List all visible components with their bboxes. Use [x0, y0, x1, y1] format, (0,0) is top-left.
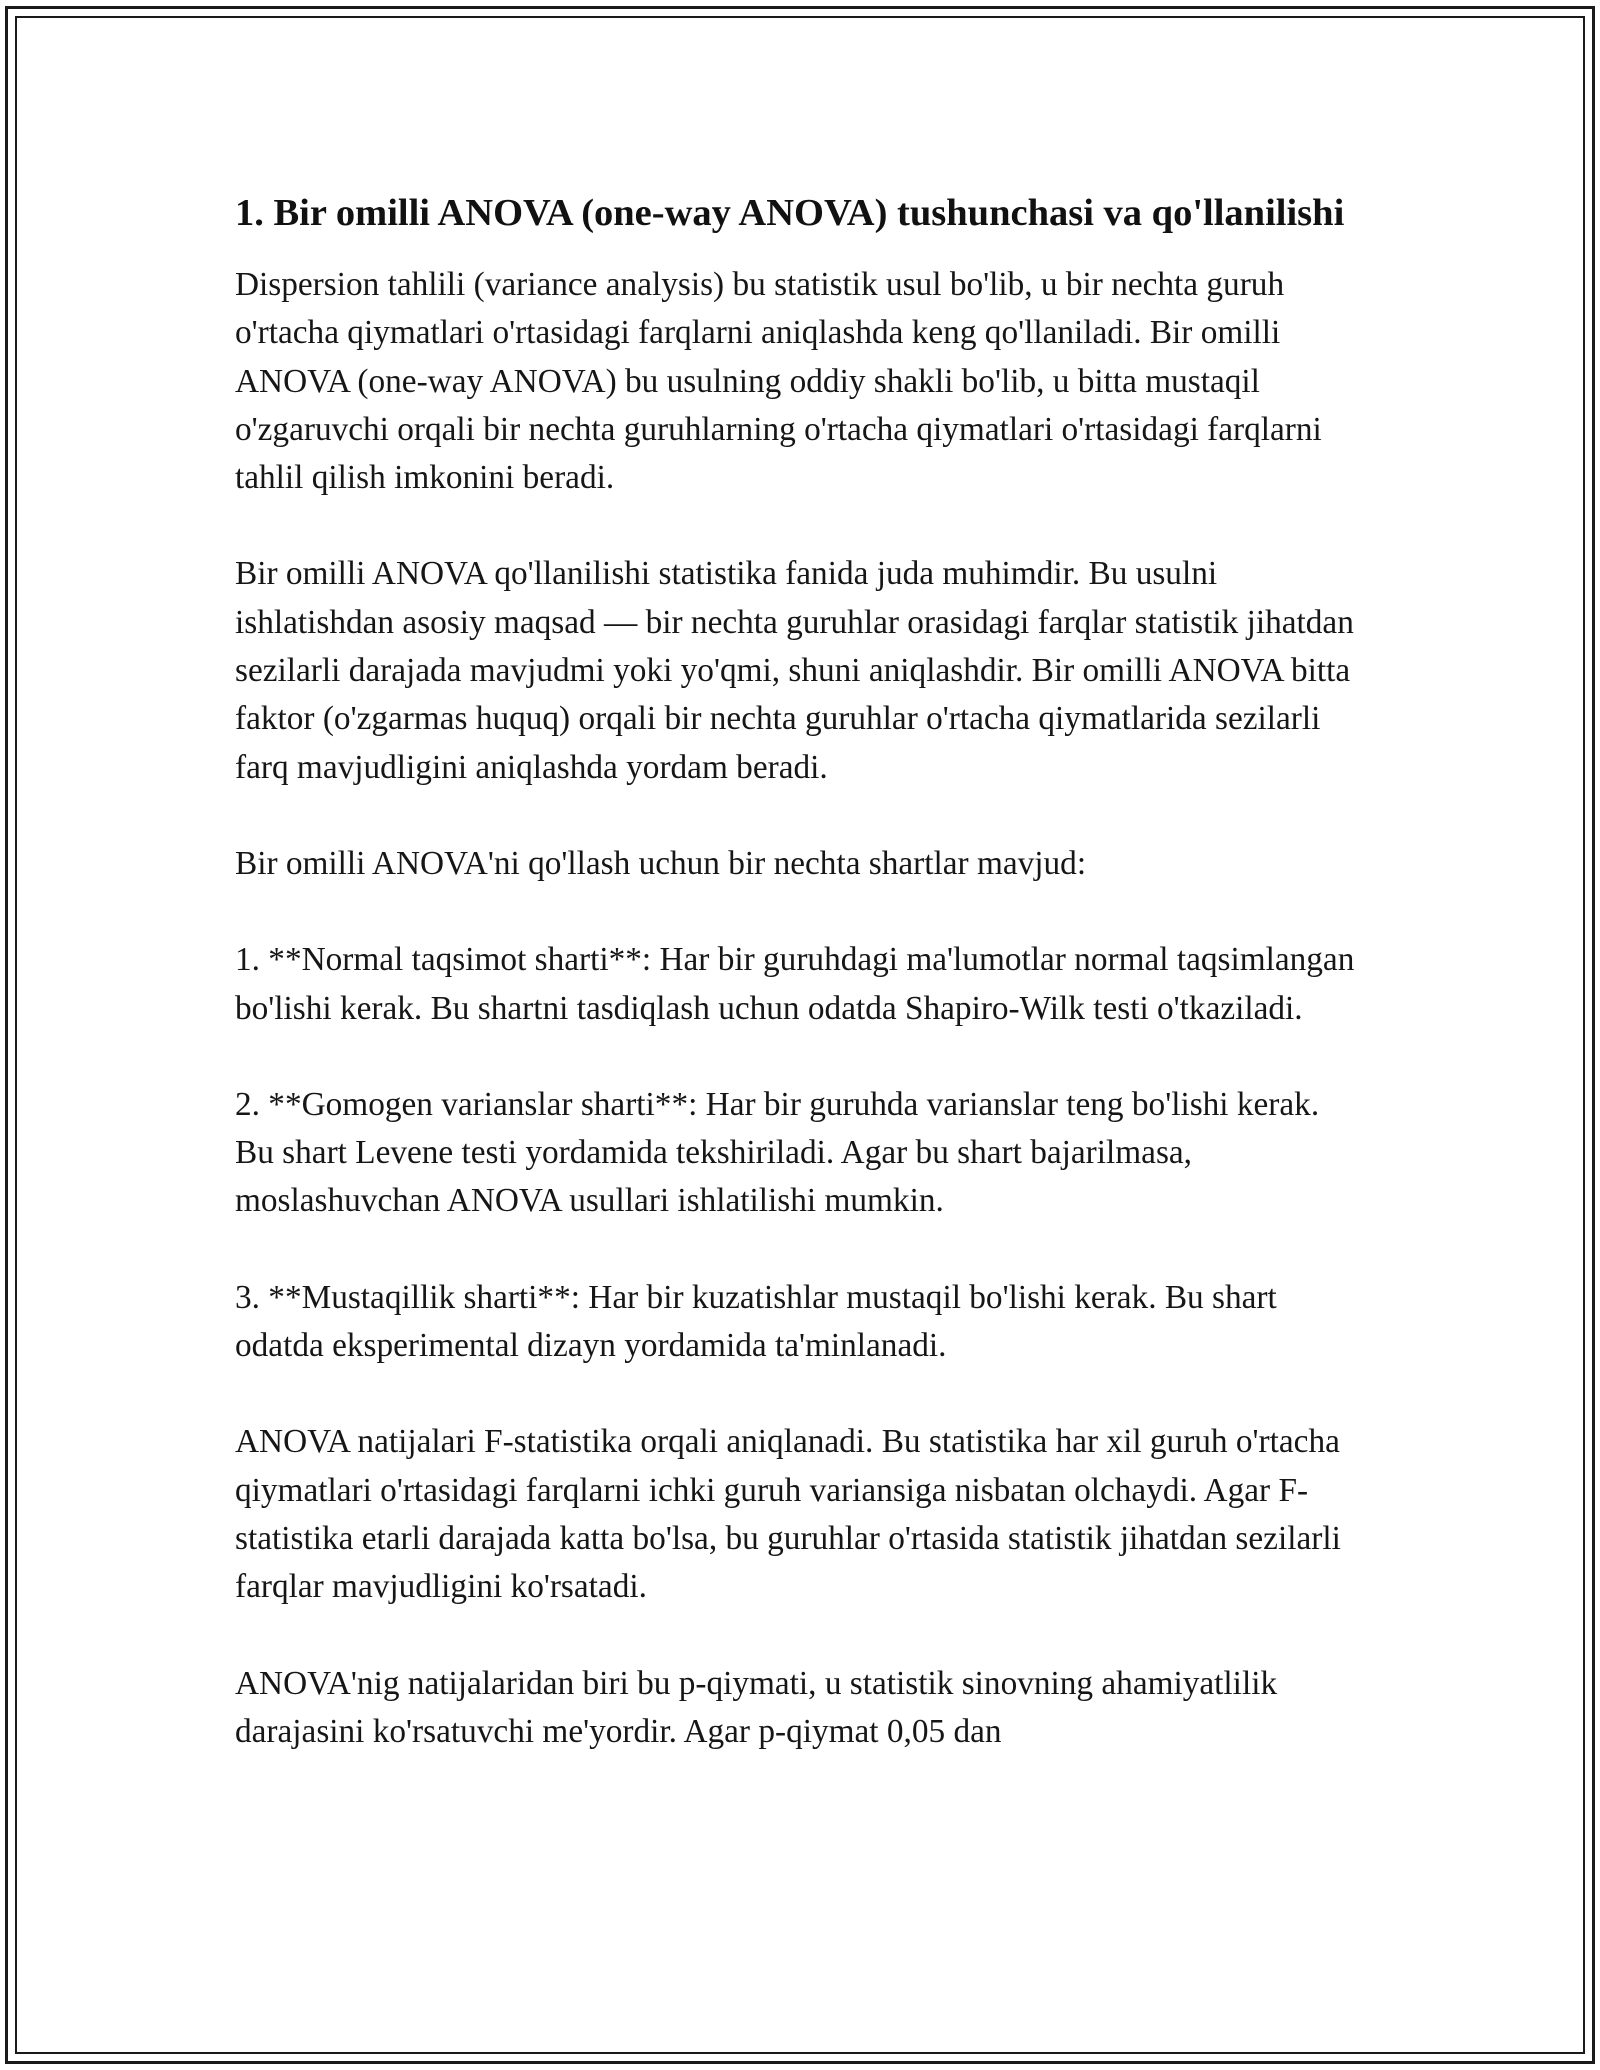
paragraph-intro: Dispersion tahlili (variance analysis) bu statistik usul bo'lib, u bir nechta guruh o'rtacha qiymatlari o'rtasidagi farqlarni aniqlashda keng qo'llaniladi. Bir omilli ANOVA (one-way ANOVA) bu usulning oddiy shakli bo'lib, u bitta mustaqil o'zgaruvchi orqali bir nechta guruhlarning o'rtacha qiymatlari o'rtasidagi farqlarni tahlil qilish imkonini beradi.	[235, 266, 1322, 497]
section-heading: 1. Bir omilli ANOVA (one-way ANOVA) tushunchasi va qo'llanilishi	[235, 192, 1345, 234]
document-body	[235, 186, 1355, 1804]
paragraph-importance: Bir omilli ANOVA qo'llanilishi statistika fanida juda muhimdir. Bu usulni ishlatishdan asosiy maqsad — bir nechta guruhlar orasidagi farqlar statistik jihatdan sezilarli darajada mavjudmi yoki yo'qmi, shuni aniqlashdir. Bir omilli ANOVA bitta faktor (o'zgarmas huquq) orqali bir nechta guruhlar o'rtacha qiymatlarida sezilarli farq mavjudligini aniqlashda yordam beradi.	[235, 555, 1354, 786]
paragraph-condition-normality: 1. **Normal taqsimot sharti**: Har bir guruhdagi ma'lumotlar normal taqsimlangan bo'lishi kerak. Bu shartni tasdiqlash uchun odatda Shapiro-Wilk testi o'tkaziladi.	[235, 941, 1355, 1027]
paragraph-condition-independence: 3. **Mustaqillik sharti**: Har bir kuzatishlar mustaqil bo'lishi kerak. Bu shart odatda eksperimental dizayn yordamida ta'minlanadi.	[235, 1278, 1277, 1365]
paragraph-p-value: ANOVA'nig natijalaridan biri bu p-qiymati, u statistik sinovning ahamiyatlilik darajasini ko'rsatuvchi me'yordir. Agar p-qiymat 0,05 dan	[235, 1664, 1278, 1750]
paragraph-condition-homogeneity: 2. **Gomogen varianslar sharti**: Har bir guruhda varianslar teng bo'lishi kerak. Bu shart Levene testi yordamida tekshiriladi. Agar bu shart bajarilmasa, moslashuvchan ANOVA usullari ishlatilishi mumkin.	[235, 1085, 1320, 1220]
paragraph-conditions-intro: Bir omilli ANOVA'ni qo'llash uchun bir nechta shartlar mavjud:	[235, 844, 1087, 882]
paragraph-f-statistic: ANOVA natijalari F-statistika orqali aniqlanadi. Bu statistika har xil guruh o'rtacha qiymatlari o'rtasidagi farqlarni ichki guruh variansiga nisbatan olchaydi. Agar F-statistika etarli darajada katta bo'lsa, bu guruhlar o'rtasida statistik jihatdan sezilarli farqlar mavjudligini ko'rsatadi.	[235, 1423, 1341, 1606]
